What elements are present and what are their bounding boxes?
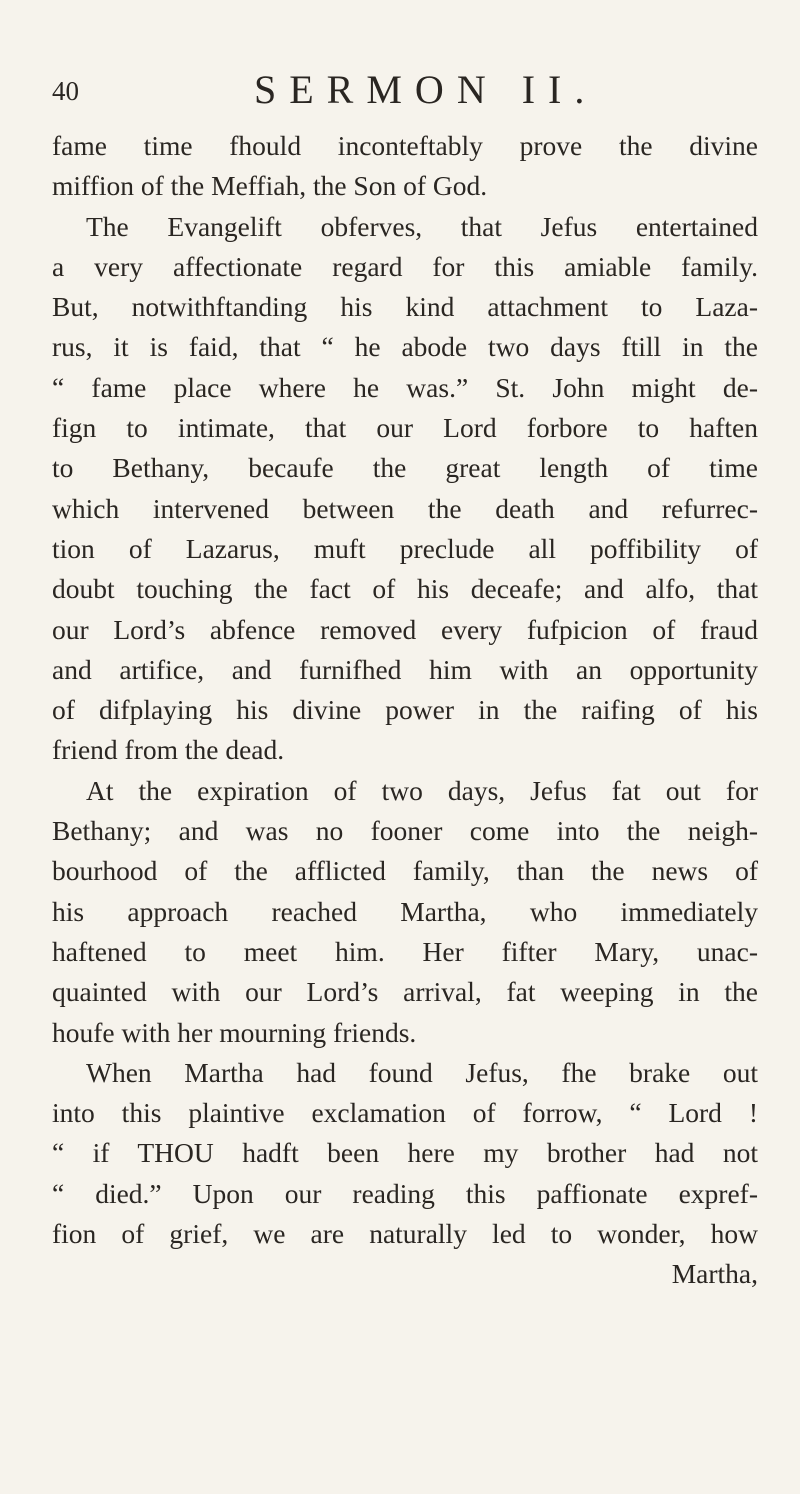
text-line: into this plaintive exclamation of forrow, “ Lord ! [52,1097,758,1129]
text-line: Bethany; and was no fooner come into the neigh- [52,815,758,847]
body-text [52,126,758,1295]
text-line: and artifice, and furnifhed him with an opportunity [52,653,758,685]
text-line: The Evangelift obferves, that Jefus entertained [86,210,758,242]
text-line: quainted with our Lord’s arrival, fat weeping in the [52,976,758,1008]
text-line: haftened to meet him. Her fifter Mary, unac- [52,935,758,967]
text-line: “ fame place where he was.” St. John might de- [52,371,758,403]
text-line: rus, it is faid, that “ he abode two days ftill in the [52,331,758,363]
text-line: fign to intimate, that our Lord forbore to haften [52,412,758,444]
page-number: 40 [52,76,79,106]
running-title: SERMON II. [254,67,598,112]
text-line: a very affectionate regard for this amiable family. [52,250,758,282]
text-line: friend from the dead. [52,734,285,766]
text-line: houfe with her mourning friends. [52,1016,417,1048]
text-line: fame time fhould inconteftably prove the divine [52,130,758,161]
catchword: Martha, [671,1258,758,1290]
text-line: “ died.” Upon our reading this paffionate expref- [52,1177,758,1209]
text-line: of difplaying his divine power in the raifing of his [52,694,758,726]
text-line: tion of Lazarus, muft preclude all poffibility of [52,532,758,564]
page-header [52,66,752,116]
text-line: At the expiration of two days, Jefus fat out for [86,774,758,806]
text-line: fion of grief, we are naturally led to wonder, how [52,1218,758,1250]
text-line: miffion of the Meffiah, the Son of God. [52,170,488,202]
text-line: When Martha had found Jefus, fhe brake out [86,1056,758,1088]
text-line: our Lord’s abfence removed every fufpicion of fraud [52,613,758,645]
text-line: to Bethany, becaufe the great length of time [52,452,758,484]
text-line: which intervened between the death and refurrec- [52,492,758,524]
text-line: “ if THOU hadft been here my brother had not [52,1137,758,1169]
text-line: bourhood of the afflicted family, than the news of [52,855,758,887]
text-line: doubt touching the fact of his deceafe; and alfo, that [52,573,758,605]
text-line: But, notwithftanding his kind attachment to Laza- [52,291,758,323]
text-line: his approach reached Martha, who immediately [52,895,758,927]
